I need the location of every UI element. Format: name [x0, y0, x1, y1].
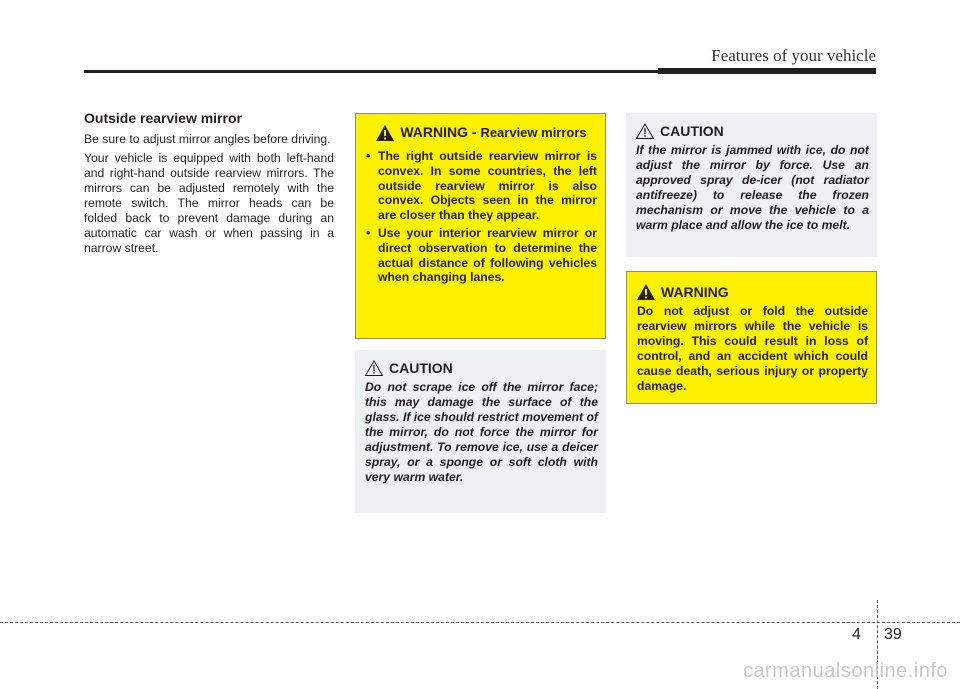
caution-text: Do not scrape ice off the mirror face; this may damage the surface of the glass. If ice should restrict movement of the mirror, do not force the mirror for adjustment. To remove ice, use a deicer spray, or a sponge or soft cloth with very warm water.	[365, 380, 598, 484]
caution-header	[636, 123, 869, 139]
warning-header	[637, 284, 868, 300]
caution-box-jammed	[626, 113, 877, 257]
header-rule-accent	[658, 68, 876, 74]
caution-triangle-icon	[365, 360, 383, 376]
warning-box-fold	[626, 271, 877, 404]
watermark: carmanualsonline.info	[742, 660, 948, 682]
list-item: • Use your interior rearview mirror or direct observation to determine the actual distance of following vehicles when changing lanes.	[366, 226, 597, 285]
caution-box-scrape	[355, 350, 606, 513]
warning-triangle-icon	[637, 284, 655, 300]
caution-text: If the mirror is jammed with ice, do not adjust the mirror by force. Use an approved spray de-icer (not radiator antifreeze) to release the frozen mechanism or move the vehicle to a warm place and allow the ice to melt.	[636, 143, 869, 232]
caution-triangle-icon	[636, 123, 654, 139]
page-header-title: Features of your vehicle	[711, 46, 876, 65]
chapter-number: 4	[852, 626, 861, 643]
list-item: • The right outside rearview mirror is convex. In some countries, the left outside rearview mirror is also convex. Objects seen in the mirror are closer than they appear.	[366, 149, 597, 223]
body-paragraph-1: Be sure to adjust mirror angles before driving.	[84, 132, 331, 146]
warning-text: Do not adjust or fold the outside rearview mirrors while the vehicle is moving. This could result in loss of control, and an accident which could cause death, serious injury or property damage.	[637, 304, 868, 393]
footer-rule	[0, 622, 960, 623]
warning-label: WARNING	[661, 284, 729, 300]
warning-topic: Rearview mirrors	[480, 125, 587, 140]
warning-header	[366, 124, 597, 141]
main-column	[84, 110, 334, 260]
warning-bullet-list	[366, 149, 597, 285]
body-paragraph-2: Your vehicle is equipped with both left-hand and right-hand outside rearview mirrors. The mirrors can be adjusted remotely with the remote switch. The mirror heads can be folded back to prevent damage during an automatic car wash or when passing in a narrow street.	[84, 151, 334, 255]
warning-label: WARNING -	[400, 124, 481, 140]
warning-triangle-icon	[376, 125, 394, 141]
caution-label: CAUTION	[389, 360, 453, 376]
caution-header	[365, 360, 598, 376]
section-heading: Outside rearview mirror	[84, 110, 242, 126]
page-number: 39	[884, 626, 902, 643]
caution-label: CAUTION	[660, 123, 724, 139]
warning-box-rearview	[355, 113, 606, 339]
